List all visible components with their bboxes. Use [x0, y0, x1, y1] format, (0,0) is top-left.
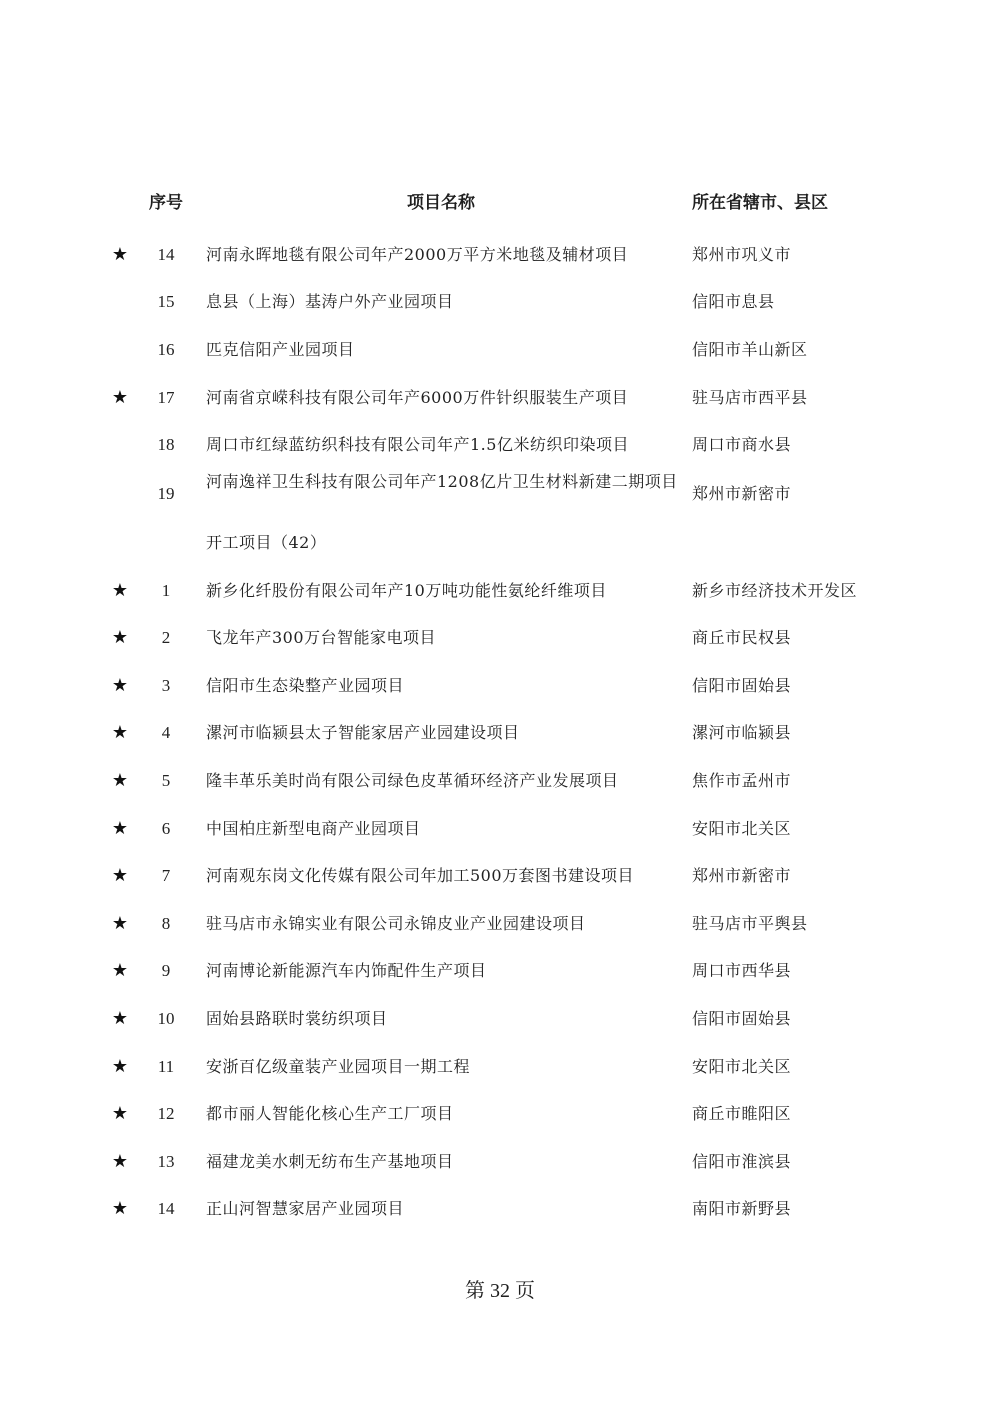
- row-number: 7: [161, 866, 171, 885]
- project-location: 驻马店市平舆县: [692, 914, 808, 933]
- project-location: 周口市西华县: [692, 961, 792, 980]
- project-name: 隆丰革乐美时尚有限公司绿色皮革循环经济产业发展项目: [206, 771, 619, 790]
- project-name: 河南逸祥卫生科技有限公司年产1208亿片卫生材料新建二期项目: [206, 472, 678, 491]
- section-title: 开工项目（42）: [206, 533, 327, 552]
- project-name: 正山河智慧家居产业园项目: [206, 1199, 405, 1218]
- star-icon: ★: [111, 818, 129, 839]
- star-icon: ★: [111, 627, 129, 648]
- row-number: 11: [157, 1057, 175, 1076]
- project-location: 郑州市新密市: [692, 484, 792, 503]
- row-number: 13: [157, 1152, 175, 1171]
- row-number: 5: [161, 771, 171, 790]
- star-icon: ★: [111, 1056, 129, 1077]
- project-location: 新乡市经济技术开发区: [692, 581, 858, 600]
- project-location: 信阳市息县: [692, 292, 775, 311]
- star-icon: ★: [111, 1008, 129, 1029]
- project-name: 信阳市生态染整产业园项目: [206, 676, 405, 695]
- star-icon: ★: [111, 580, 129, 601]
- project-name: 河南省京嵘科技有限公司年产6000万件针织服装生产项目: [206, 388, 629, 407]
- star-icon: ★: [111, 770, 129, 791]
- project-name: 河南博论新能源汽车内饰配件生产项目: [206, 961, 487, 980]
- star-icon: ★: [111, 675, 129, 696]
- project-location: 郑州市新密市: [692, 866, 792, 885]
- project-name: 河南永晖地毯有限公司年产2000万平方米地毯及辅材项目: [206, 245, 629, 264]
- row-number: 12: [157, 1104, 175, 1123]
- star-icon: ★: [111, 960, 129, 981]
- row-number: 8: [161, 914, 171, 933]
- project-location: 信阳市固始县: [692, 676, 792, 695]
- project-location: 郑州市巩义市: [692, 245, 792, 264]
- project-location: 驻马店市西平县: [692, 388, 808, 407]
- project-name: 飞龙年产300万台智能家电项目: [206, 628, 437, 647]
- project-name: 都市丽人智能化核心生产工厂项目: [206, 1104, 454, 1123]
- project-name: 安浙百亿级童装产业园项目一期工程: [206, 1057, 471, 1076]
- row-number: 18: [157, 435, 175, 454]
- project-location: 焦作市孟州市: [692, 771, 792, 790]
- row-number: 2: [161, 628, 171, 647]
- row-number: 17: [157, 388, 175, 407]
- star-icon: ★: [111, 722, 129, 743]
- project-name: 息县（上海）基涛户外产业园项目: [206, 292, 454, 311]
- row-number: 9: [161, 961, 171, 980]
- header-project-name: 项目名称: [407, 193, 475, 213]
- project-name: 中国柏庄新型电商产业园项目: [206, 819, 421, 838]
- project-location: 安阳市北关区: [692, 1057, 792, 1076]
- project-location: 周口市商水县: [692, 435, 792, 454]
- row-number: 16: [157, 340, 175, 359]
- project-name: 河南观东岗文化传媒有限公司年加工500万套图书建设项目: [206, 866, 635, 885]
- star-icon: ★: [111, 387, 129, 408]
- project-location: 商丘市民权县: [692, 628, 792, 647]
- star-icon: ★: [111, 244, 129, 265]
- page-number: 第 32 页: [465, 1280, 535, 1302]
- header-location: 所在省辖市、县区: [692, 193, 828, 213]
- star-icon: ★: [111, 1103, 129, 1124]
- star-icon: ★: [111, 913, 129, 934]
- star-icon: ★: [111, 1198, 129, 1219]
- project-location: 信阳市固始县: [692, 1009, 792, 1028]
- row-number: 15: [157, 292, 175, 311]
- project-name: 漯河市临颍县太子智能家居产业园建设项目: [206, 723, 520, 742]
- row-number: 14: [157, 245, 175, 264]
- project-name: 匹克信阳产业园项目: [206, 340, 355, 359]
- project-name: 固始县路联时裳纺织项目: [206, 1009, 388, 1028]
- project-location: 安阳市北关区: [692, 819, 792, 838]
- project-name: 福建龙美水刺无纺布生产基地项目: [206, 1152, 454, 1171]
- row-number: 4: [161, 723, 171, 742]
- row-number: 14: [157, 1199, 175, 1218]
- star-icon: ★: [111, 1151, 129, 1172]
- project-name: 新乡化纤股份有限公司年产10万吨功能性氨纶纤维项目: [206, 581, 607, 600]
- project-location: 商丘市睢阳区: [692, 1104, 792, 1123]
- project-name: 驻马店市永锦实业有限公司永锦皮业产业园建设项目: [206, 914, 586, 933]
- star-icon: ★: [111, 865, 129, 886]
- header-number: 序号: [149, 193, 183, 213]
- project-location: 漯河市临颍县: [692, 723, 792, 742]
- row-number: 1: [161, 581, 171, 600]
- row-number: 10: [157, 1009, 175, 1028]
- row-number: 19: [157, 484, 175, 503]
- project-location: 信阳市羊山新区: [692, 340, 808, 359]
- project-name: 周口市红绿蓝纺织科技有限公司年产1.5亿米纺织印染项目: [206, 435, 629, 454]
- row-number: 3: [161, 676, 171, 695]
- row-number: 6: [161, 819, 171, 838]
- project-location: 信阳市淮滨县: [692, 1152, 792, 1171]
- project-location: 南阳市新野县: [692, 1199, 792, 1218]
